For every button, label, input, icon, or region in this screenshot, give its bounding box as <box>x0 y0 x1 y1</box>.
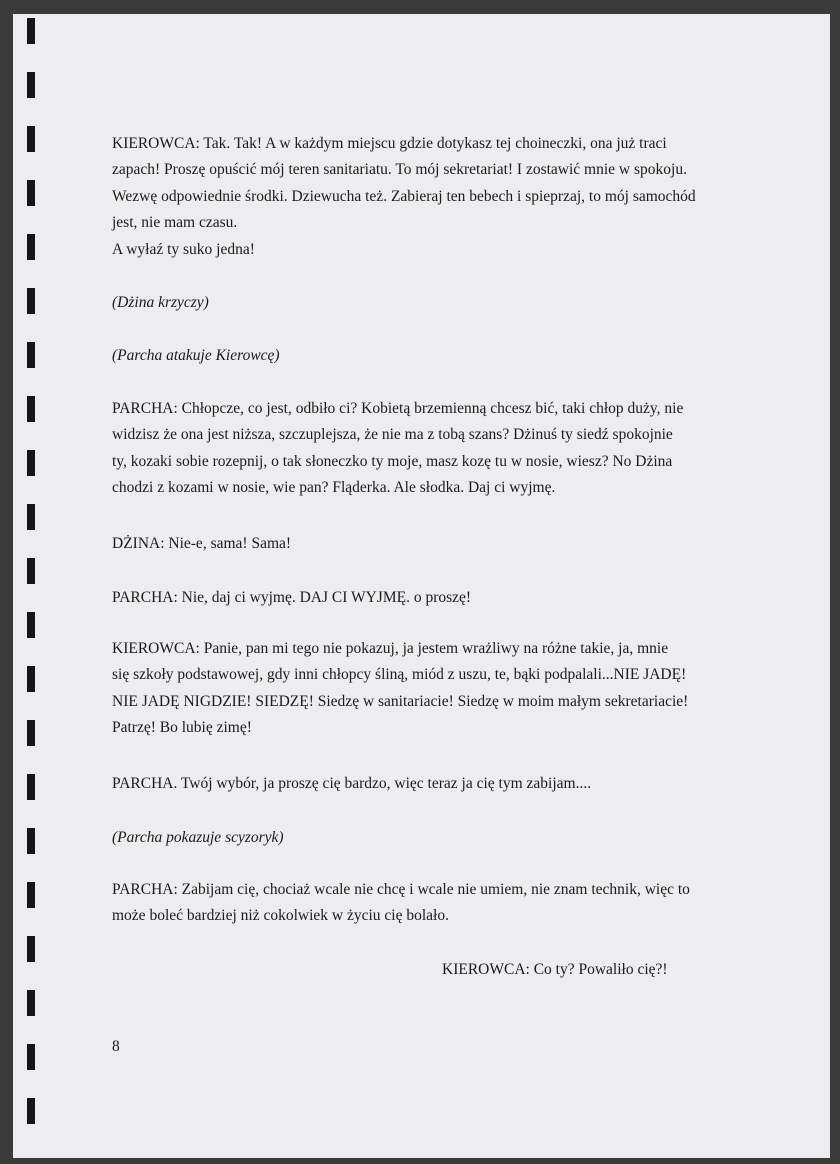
binding-hole <box>27 396 35 422</box>
text-line: jest, nie mam czasu. <box>112 214 238 232</box>
text-line: NIE JADĘ NIGDZIE! SIEDZĘ! Siedzę w sanitariacie! Siedzę w moim małym sekretariacie! <box>112 692 689 710</box>
dialogue-paragraph <box>112 877 732 930</box>
text-line: PARCHA: Chłopcze, co jest, odbiło ci? Kobietą brzemienną chcesz bić, taki chłop duży, nie <box>112 400 684 417</box>
binding-hole <box>27 558 35 584</box>
binding-hole <box>27 126 35 152</box>
dialogue-paragraph <box>112 585 732 611</box>
binding-hole <box>27 180 35 206</box>
text-line: może boleć bardziej niż cokolwiek w życiu cię bolało. <box>112 907 449 925</box>
dialogue-paragraph <box>112 531 732 557</box>
dialogue-paragraph <box>112 771 732 797</box>
dialogue-paragraph <box>112 636 732 742</box>
text-line: zapach! Proszę opuścić mój teren sanitariatu. To mój sekretariat! I zostawić mnie w spokoju. <box>112 161 687 179</box>
binding-hole <box>27 936 35 962</box>
binding-hole <box>27 18 35 44</box>
text-line: KIEROWCA: Co ty? Powaliło cię?! <box>442 961 668 978</box>
binding-hole <box>27 774 35 800</box>
spiral-binding <box>27 14 39 1154</box>
text-line: chodzi z kozami w nosie, wie pan? Fląderka. Ale słodka. Daj ci wyjmę. <box>112 479 556 497</box>
binding-hole <box>27 990 35 1016</box>
binding-hole <box>27 234 35 260</box>
text-line: (Parcha atakuje Kierowcę) <box>112 347 280 364</box>
text-line: PARCHA: Nie, daj ci wyjmę. DAJ CI WYJMĘ. o proszę! <box>112 589 472 606</box>
binding-hole <box>27 882 35 908</box>
text-line: PARCHA. Twój wybór, ja proszę cię bardzo, więc teraz ja cię tym zabijam.... <box>112 775 592 792</box>
binding-hole <box>27 288 35 314</box>
text-line: Patrzę! Bo lubię zimę! <box>112 719 252 737</box>
stage-direction <box>112 290 732 316</box>
text-line: PARCHA: Zabijam cię, chociaż wcale nie chcę i wcale nie umiem, nie znam technik, więc to <box>112 881 690 898</box>
text-line: (Parcha pokazuje scyzoryk) <box>112 829 284 846</box>
binding-hole <box>27 666 35 692</box>
binding-hole <box>27 450 35 476</box>
stage-direction <box>112 343 732 369</box>
text-line: ty, kozaki sobie rozepnij, o tak słoneczko ty moje, masz kozę tu w nosie, wiesz? No Dżina <box>112 452 673 470</box>
text-line: A wyłaź ty suko jedna! <box>112 240 255 258</box>
binding-hole <box>27 1098 35 1124</box>
text-line: (Dżina krzyczy) <box>112 294 209 311</box>
text-line: KIEROWCA: Tak. Tak! A w każdym miejscu gdzie dotykasz tej choineczki, ona już traci <box>112 135 667 152</box>
text-line: Wezwę odpowiednie środki. Dziewucha też. Zabieraj ten bebech i spieprzaj, to mój samochód <box>112 187 696 205</box>
text-line: KIEROWCA: Panie, pan mi tego nie pokazuj, ja jestem wrażliwy na różne takie, ja, mnie <box>112 640 669 657</box>
text-line: widzisz że ona jest niższa, szczuplejsza, że nie ma z tobą szans? Dżinuś ty siedź spokojnie <box>112 426 673 444</box>
dialogue-paragraph <box>112 131 732 263</box>
dialogue-paragraph <box>112 396 732 502</box>
page-number: 8 <box>112 1038 120 1055</box>
binding-hole <box>27 720 35 746</box>
binding-hole <box>27 72 35 98</box>
text-line: się szkoły podstawowej, gdy inni chłopcy śliną, miód z uszu, te, bąki podpalali...NIE JADĘ! <box>112 666 687 684</box>
binding-hole <box>27 1044 35 1070</box>
binding-hole <box>27 828 35 854</box>
binding-hole <box>27 504 35 530</box>
binding-hole <box>27 612 35 638</box>
stage-direction <box>112 825 732 851</box>
binding-hole <box>27 342 35 368</box>
text-line: DŻINA: Nie-e, sama! Sama! <box>112 535 292 552</box>
